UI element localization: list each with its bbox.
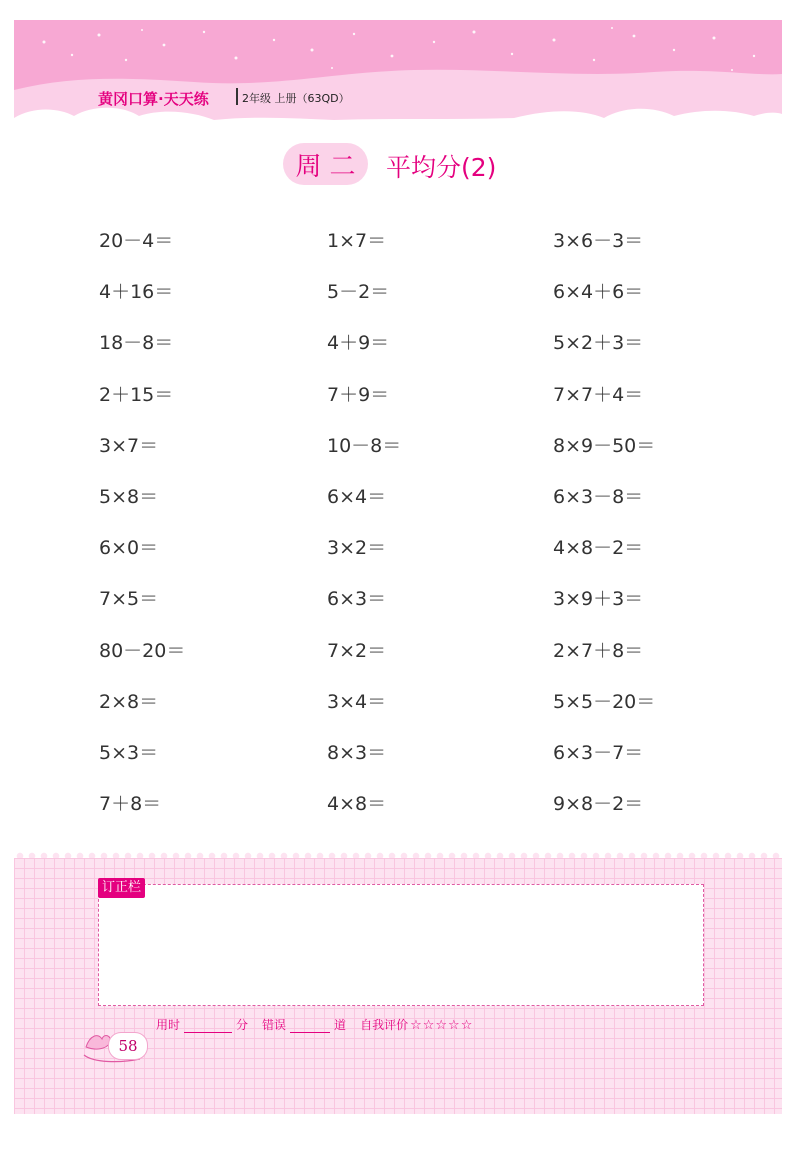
- errors-blank[interactable]: [290, 1018, 330, 1033]
- problem-item: 6×3－7＝: [553, 741, 644, 764]
- header-banner: [14, 20, 782, 130]
- problem-item: 6×3－8＝: [553, 485, 644, 508]
- problem-row: [99, 275, 719, 326]
- problem-row: [99, 326, 719, 377]
- problem-item: 5×2＋3＝: [553, 332, 644, 355]
- problem-item: 1×7＝: [327, 230, 387, 252]
- time-label: 用时: [156, 1018, 181, 1032]
- correction-label: 订正栏: [98, 878, 145, 898]
- problem-item: 2×7＋8＝: [553, 639, 644, 662]
- problem-item: 8×3＝: [327, 741, 387, 764]
- brand-title: 黄冈口算·天天练: [98, 90, 209, 108]
- problem-item: 3×6－3＝: [553, 230, 644, 252]
- problem-item: 4×8－2＝: [553, 537, 644, 560]
- problem-item: 4＋9＝: [327, 332, 390, 355]
- count-label: 道: [334, 1018, 347, 1032]
- problem-row: [99, 378, 719, 429]
- problem-item: 5－2＝: [327, 281, 390, 304]
- problem-row: [99, 531, 719, 582]
- problem-item: 5×3＝: [99, 741, 159, 764]
- self-eval-label: 自我评价: [360, 1018, 409, 1032]
- day-label: 周二: [295, 152, 364, 182]
- problem-item: 3×2＝: [327, 537, 387, 560]
- brand-separator: [236, 88, 238, 105]
- grade-label: 2年级 上册（63QD）: [242, 92, 350, 105]
- problem-item: 5×8＝: [99, 485, 159, 508]
- problem-item: 4＋16＝: [99, 281, 174, 304]
- problem-item: 8×9－50＝: [553, 434, 656, 457]
- problem-row: [99, 685, 719, 736]
- errors-label: 错误: [262, 1018, 287, 1032]
- problem-item: 3×7＝: [99, 434, 159, 457]
- problem-item: 6×3＝: [327, 588, 387, 611]
- minute-label: 分: [236, 1018, 249, 1032]
- time-blank[interactable]: [184, 1018, 232, 1033]
- problem-item: 7×7＋4＝: [553, 383, 644, 406]
- problem-row: [99, 787, 719, 838]
- problem-item: 6×0＝: [99, 537, 159, 560]
- problem-row: [99, 480, 719, 531]
- problem-item: 5×5－20＝: [553, 690, 656, 713]
- header-cloud-background: [14, 20, 782, 130]
- problem-item: 3×4＝: [327, 690, 387, 713]
- problem-item: 80－20＝: [99, 639, 186, 662]
- problem-item: 7＋9＝: [327, 383, 390, 406]
- footer-stats: [156, 1016, 473, 1033]
- problem-item: 7×2＝: [327, 639, 387, 662]
- problem-row: [99, 634, 719, 685]
- correction-box[interactable]: [98, 884, 704, 1006]
- problem-item: 7＋8＝: [99, 793, 162, 816]
- problem-row: [99, 736, 719, 787]
- problem-item: 4×8＝: [327, 793, 387, 816]
- problem-item: 20－4＝: [99, 230, 174, 252]
- problem-grid: [99, 224, 719, 838]
- problem-row: [99, 224, 719, 275]
- problem-row: [99, 582, 719, 633]
- problem-row: [99, 429, 719, 480]
- page-number: 58: [108, 1032, 148, 1060]
- problem-item: 3×9＋3＝: [553, 588, 644, 611]
- problem-item: 9×8－2＝: [553, 793, 644, 816]
- problem-item: 2＋15＝: [99, 383, 174, 406]
- problem-item: 10－8＝: [327, 434, 402, 457]
- problem-item: 6×4＝: [327, 485, 387, 508]
- problem-item: 2×8＝: [99, 690, 159, 713]
- problem-item: 6×4＋6＝: [553, 281, 644, 304]
- rating-stars[interactable]: ☆☆☆☆☆: [410, 1018, 474, 1033]
- problem-item: 18－8＝: [99, 332, 174, 355]
- lesson-title: 平均分(2): [386, 153, 497, 182]
- problem-item: 7×5＝: [99, 588, 159, 611]
